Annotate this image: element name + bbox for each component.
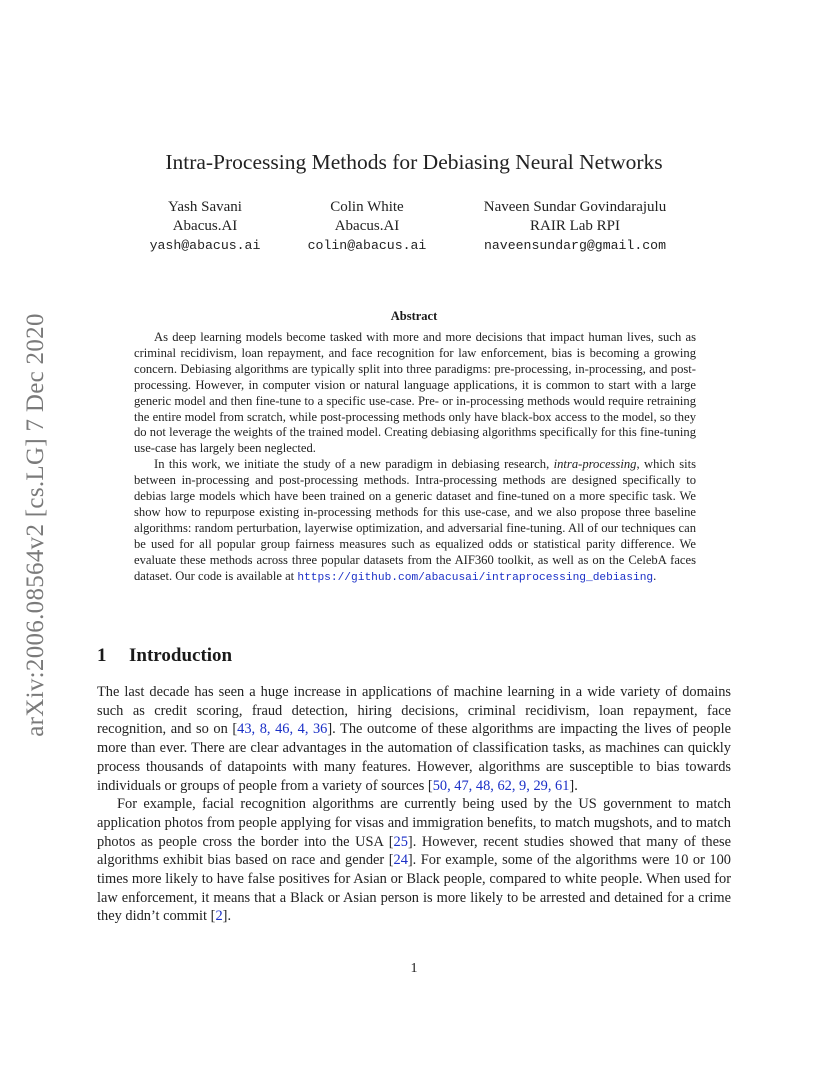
intro-text: ]. [222,908,232,925]
intro-text: For example, facial recognition algorithms are currently being used by the US government to match application photos from people applying for visas and immigration benefits, to match mugshots, and to match photos as people cross the border into the USA [ [97,796,731,850]
section-heading [97,645,232,667]
author-email[interactable]: yash@abacus.ai [149,238,261,253]
author-affiliation: Abacus.AI [334,218,400,234]
intro-text: The last decade has seen a huge increase in applications of machine learning in a wide variety of domains such as credit scoring, fraud detection, hiring decisions, criminal recidivism, loan repayment, face recognition, and so on [ [97,684,731,738]
abstract-text: In this work, we initiate the study of a new paradigm in debiasing research, [154,457,554,472]
abstract-emphasis: intra-processing [553,457,637,472]
citation-link[interactable]: 2 [215,908,223,925]
intro-text: ]. However, recent studies showed that many of these algorithms exhibit bias based on race and gender [ [97,833,731,869]
author-affiliation: Abacus.AI [172,218,238,234]
abstract-paragraph-1: As deep learning models become tasked with more and more decisions that impact human lives, such as criminal recidivism, loan repayment, and face recognition for law enforcement, bias is becoming a growing concern. Debiasing algorithms are typically split into three paradigms: pre-processing, in-processing, and post-processing. However, in computer vision or natural language applications, it is common to start with a large generic model and then fine-tune to a specific use-case. Pre- or in-processing methods would require retraining the entire model from scratch, while post-processing methods only have black-box access to the model, so they do not leverage the weights of the trained model. Creating debiasing algorithms specifically for this fine-tuning use-case has largely been neglected. [134,330,696,456]
intro-text: ]. For example, some of the algorithms were 10 or 100 times more likely to have false positives for Asian or Black people, compared to white people. When used for law enforcement, it means that a Black or Asian person is more likely to be arrested and detained for a crime they didn’t commit [ [97,852,731,925]
intro-paragraph-1 [97,683,731,795]
code-link[interactable]: https://github.com/abacusai/intraprocessing_debiasing [297,571,654,584]
section-number: 1 [97,645,107,666]
abstract-text: . [653,568,657,583]
abstract-paragraph-2 [134,457,696,586]
author-affiliation: RAIR Lab RPI [530,218,620,234]
author-email[interactable]: naveensundarg@gmail.com [483,238,667,253]
author-2 [292,198,442,255]
citation-link[interactable]: 43, 8, 46, 4, 36 [237,721,328,738]
citation-link[interactable]: 50, 47, 48, 62, 9, 29, 61 [432,777,570,794]
citation-link[interactable]: 25 [393,833,408,850]
paper-title: Intra-Processing Methods for Debiasing Neural Networks [165,150,663,174]
author-name: Naveen Sundar Govindarajulu [483,199,667,215]
abstract-text: , which sits between in-processing and post-processing methods. Intra-processing methods are designed specifically to debias large models which have been trained on a generic dataset and fine-tuned on a more specific task. We show how to repurpose existing in-processing methods for this use-case, and we also propose three baseline algorithms: random perturbation, layerwise optimization, and adversarial fine-tuning. All of our techniques can be used for all popular group fairness measures such as equalized odds or statistical parity difference. We evaluate these methods across three popular datasets from the AIF360 toolkit, as well as on the CelebA faces dataset. Our code is available at [134,457,696,583]
abstract-heading: Abstract [390,309,438,323]
author-1 [130,198,280,255]
author-3 [460,198,690,255]
page-number: 1 [410,961,418,976]
citation-link[interactable]: 24 [393,852,408,869]
section-title: Introduction [129,645,233,666]
author-name: Yash Savani [168,199,242,215]
introduction-body [97,683,731,926]
arxiv-sidebar-stamp [16,290,56,760]
arxiv-id: arXiv:2006.08564v2 [cs.LG] 7 Dec 2020 [22,313,49,737]
intro-paragraph-2 [97,795,731,926]
abstract-body [134,330,696,587]
intro-text: ]. The outcome of these algorithms are impacting the lives of people more than ever. There are clear advantages in the automation of classification tasks, as machines can quickly process thousands of datapoints with many features. However, algorithms are susceptible to bias towards individuals or groups of people from a variety of sources [ [97,721,731,794]
intro-text: ]. [569,777,578,794]
author-email[interactable]: colin@abacus.ai [307,238,427,253]
author-name: Colin White [330,199,404,215]
